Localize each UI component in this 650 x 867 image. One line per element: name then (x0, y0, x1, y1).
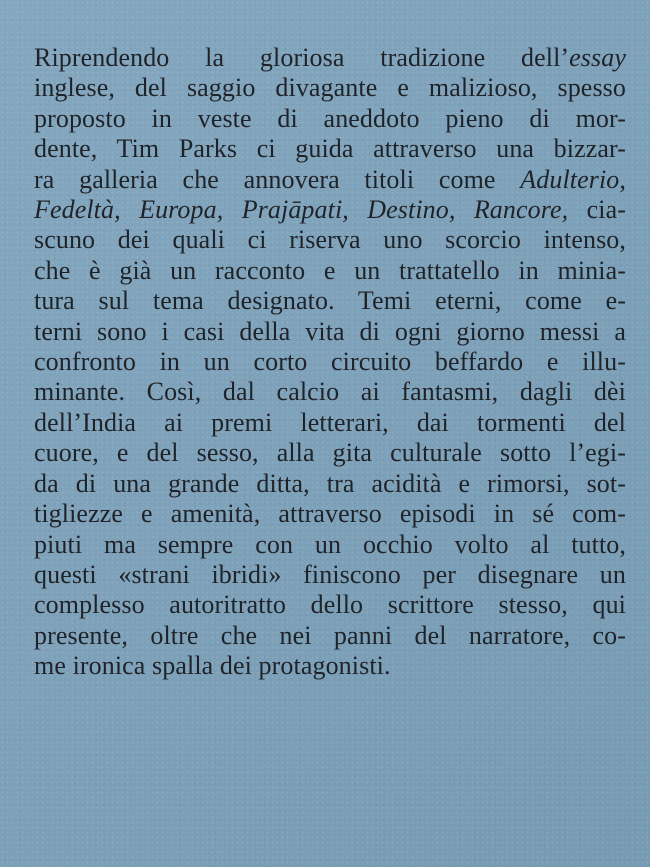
blurb-segment: tigliezze e amenità, attraverso episodi in sé com- (34, 499, 626, 529)
blurb-segment: presente, oltre che nei panni del narratore, co- (34, 620, 626, 650)
blurb-line (34, 560, 626, 590)
blurb-line (34, 530, 626, 560)
blurb-segment: dente, Tim Parks ci guida attraverso una bizzar- (34, 134, 626, 164)
blurb-segment: tura sul tema designato. Temi eterni, come e- (34, 286, 626, 316)
blurb-italic-segment: essay (569, 43, 626, 72)
blurb-segment: cuore, e del sesso, alla gita culturale sotto l’egi- (34, 438, 626, 468)
blurb-segment: inglese, del saggio divagante e malizioso, spesso (34, 73, 626, 103)
blurb-line (34, 286, 626, 316)
blurb-line (34, 438, 626, 468)
blurb-italic-segment: Adulterio, (520, 164, 626, 194)
blurb-segment: complesso autoritratto dello scrittore stesso, qui (34, 590, 626, 620)
blurb-segment: cia- (568, 195, 626, 225)
blurb-line (34, 317, 626, 347)
blurb-line (34, 590, 626, 620)
blurb-segment: da di una grande ditta, tra acidità e rimorsi, sot- (34, 468, 626, 498)
blurb-line (34, 347, 626, 377)
blurb-italic-segment: Fedeltà, Europa, Prajāpati, Destino, Rancore, (34, 195, 569, 225)
blurb-segment: ra galleria che annovera titoli come (34, 164, 521, 194)
blurb-segment: confronto in un corto circuito beffardo e illu- (34, 347, 626, 377)
blurb-line (34, 469, 626, 499)
blurb-segment: questi «strani ibridi» finiscono per disegnare un (34, 559, 626, 589)
blurb-segment: minante. Così, dal calcio ai fantasmi, dagli dèi (34, 377, 626, 407)
blurb-segment: che è già un racconto e un trattatello in minia- (34, 255, 626, 285)
blurb-segment: me ironica spalla dei protagonisti. (34, 651, 391, 681)
blurb-line (34, 134, 626, 164)
blurb-text (34, 43, 626, 682)
blurb-line (34, 408, 626, 438)
blurb-line (34, 104, 626, 134)
blurb-segment: dell’India ai premi letterari, dai tormenti del (34, 407, 626, 437)
blurb-line (34, 225, 626, 255)
blurb-segment: proposto in veste di aneddoto pieno di mor- (34, 103, 626, 133)
blurb-line (34, 165, 626, 195)
blurb-line (34, 256, 626, 286)
blurb-segment: Riprendendo la gloriosa tradizione dell’ (34, 43, 570, 72)
blurb-line (34, 195, 626, 225)
blurb-line (34, 73, 626, 103)
blurb-line (34, 377, 626, 407)
blurb-segment: terni sono i casi della vita di ogni giorno messi a (34, 316, 626, 346)
blurb-line (34, 651, 626, 681)
blurb-line (34, 499, 626, 529)
blurb-line (34, 43, 626, 73)
blurb-line (34, 621, 626, 651)
blurb-segment: piuti ma sempre con un occhio volto al tutto, (34, 529, 626, 559)
blurb-segment: scuno dei quali ci riserva uno scorcio intenso, (34, 225, 626, 255)
